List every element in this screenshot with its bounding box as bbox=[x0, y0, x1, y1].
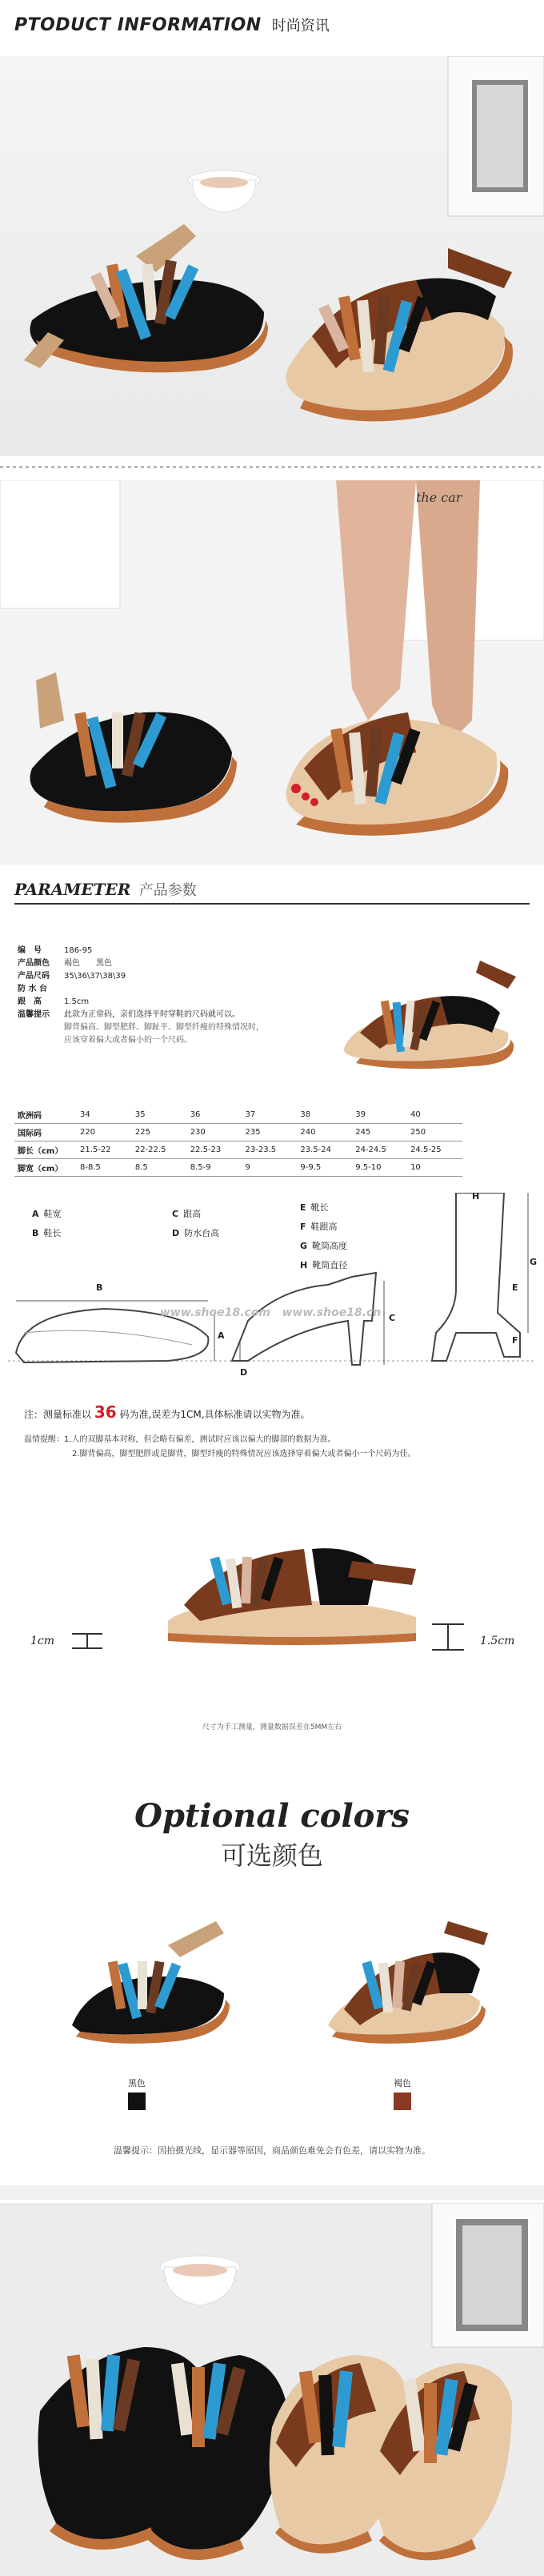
spec-note: 脚背偏高、脚型肥胖、脚趾平、脚型纤瘦的特殊情况时， bbox=[64, 1023, 264, 1032]
legend-label: 跟高 bbox=[183, 1209, 202, 1219]
brown-sandal bbox=[286, 248, 514, 421]
table-cell: 39 bbox=[352, 1106, 407, 1124]
table-cell: 24.5-25 bbox=[407, 1142, 462, 1159]
table-cell: 23-23.5 bbox=[242, 1142, 298, 1159]
spec-row bbox=[18, 957, 264, 970]
measure-note-size: 36 bbox=[94, 1402, 117, 1422]
table-cell: 35 bbox=[132, 1106, 187, 1124]
heel-left-marker bbox=[72, 1633, 102, 1649]
table-cell: 40 bbox=[407, 1106, 462, 1124]
table-cell: 9.5-10 bbox=[352, 1159, 407, 1177]
photo-cursive-text: the car bbox=[416, 490, 462, 505]
table-cell: 9-9.5 bbox=[297, 1159, 352, 1177]
black-sandal bbox=[24, 224, 268, 372]
table-cell: 9 bbox=[242, 1159, 298, 1177]
product-photo-1 bbox=[0, 56, 544, 456]
table-cell: 37 bbox=[242, 1106, 298, 1124]
spec-value: 褐色 黑色 bbox=[64, 959, 112, 968]
product-photo-2 bbox=[0, 480, 544, 865]
heel-note: 尺寸为手工测量，测量数据误差在5MM左右 bbox=[202, 1723, 342, 1731]
parameter-title-en: PARAMETER bbox=[14, 880, 131, 899]
measure-note-prefix: 注：测量标准以 bbox=[24, 1409, 92, 1420]
legend-label: 靴筒直径 bbox=[312, 1260, 348, 1270]
table-row bbox=[14, 1106, 462, 1124]
parameter-underline bbox=[14, 903, 530, 905]
legend-label: 靴长 bbox=[310, 1202, 329, 1213]
black-pair bbox=[38, 2347, 289, 2560]
spec-key: 跟 高 bbox=[18, 997, 42, 1006]
table-cell: 8-8.5 bbox=[77, 1159, 132, 1177]
table-cell: 21.5-22 bbox=[77, 1142, 132, 1159]
table-cell: 8.5-9 bbox=[187, 1159, 242, 1177]
table-cell: 24-24.5 bbox=[352, 1142, 407, 1159]
spec-value: 35\36\37\38\39 bbox=[64, 972, 126, 981]
spec-key: 编 号 bbox=[18, 946, 42, 955]
table-row-label: 欧洲码 bbox=[14, 1106, 77, 1124]
table-row-label: 国际码 bbox=[14, 1124, 77, 1142]
legend-letter: E bbox=[300, 1202, 306, 1213]
table-cell: 34 bbox=[77, 1106, 132, 1124]
table-cell: 230 bbox=[187, 1124, 242, 1142]
spec-value: 此款为正常码，亲们选择平时穿鞋的尺码就可以。 bbox=[64, 1010, 240, 1019]
diagram-watermark: www.shoe18.com www.shoe18.cn bbox=[160, 1306, 382, 1319]
parameter-title-cn: 产品参数 bbox=[138, 882, 197, 899]
table-row-label: 脚宽（cm） bbox=[14, 1159, 77, 1177]
spec-key: 温馨提示 bbox=[18, 1010, 50, 1019]
spec-value: 186-95 bbox=[64, 946, 93, 955]
legend-letter: B bbox=[32, 1228, 39, 1238]
tips-label: 温情提醒： bbox=[24, 1435, 64, 1444]
brown-pair bbox=[270, 2355, 512, 2560]
table-cell: 38 bbox=[297, 1106, 352, 1124]
header-title-cn: 时尚资讯 bbox=[271, 18, 330, 34]
parameter-title bbox=[14, 879, 197, 900]
heel-right-label: 1.5cm bbox=[480, 1635, 515, 1647]
measure-note-suffix: 码为准,误差为1CM,具体标准请以实物为准。 bbox=[119, 1409, 310, 1420]
table-row-label: 脚长（cm） bbox=[14, 1142, 77, 1159]
spec-row bbox=[18, 983, 264, 996]
optional-title-en: Optional colors bbox=[134, 1797, 410, 1835]
section-divider-strip bbox=[0, 2185, 544, 2200]
diagram-letter-h: H bbox=[472, 1191, 480, 1202]
tips-line: 1.人的双脚基本对称，但会略有偏差，测试时应该以偏大的脚部的数据为准。 bbox=[64, 1435, 336, 1444]
spec-row bbox=[18, 996, 264, 1009]
diagram-letter-a: A bbox=[218, 1330, 225, 1341]
table-cell: 225 bbox=[132, 1124, 187, 1142]
spec-sandal-image bbox=[336, 945, 528, 1073]
tips-line: 2.脚背偏高，脚型肥胖或是脚背，脚型纤瘦的特殊情况应该选择穿着偏大或者偏小一个尺码为佳。 bbox=[72, 1450, 416, 1459]
black-option-drawing bbox=[64, 1905, 240, 2049]
spec-key: 产品颜色 bbox=[18, 959, 50, 968]
measure-note bbox=[24, 1402, 310, 1422]
tips bbox=[24, 1433, 416, 1462]
table-cell: 240 bbox=[297, 1124, 352, 1142]
table-cell: 23.5-24 bbox=[297, 1142, 352, 1159]
table-cell: 220 bbox=[77, 1124, 132, 1142]
legend-label: 防水台高 bbox=[184, 1228, 220, 1238]
spec-row bbox=[18, 945, 264, 957]
spec-note: 应该穿着偏大或者偏小的一个尺码。 bbox=[64, 1036, 192, 1045]
table-cell: 245 bbox=[352, 1124, 407, 1142]
heel-sandal-drawing bbox=[152, 1541, 424, 1653]
measurement-diagram-drawing bbox=[8, 1193, 536, 1393]
optional-title-cn: 可选颜色 bbox=[220, 1840, 323, 1871]
spec-key: 产品尺码 bbox=[18, 972, 50, 981]
table-cell: 22-22.5 bbox=[132, 1142, 187, 1159]
product-photo-2-drawing bbox=[0, 480, 544, 865]
divider bbox=[0, 466, 544, 468]
legend-letter: H bbox=[300, 1260, 308, 1270]
diagram-letter-c: C bbox=[389, 1313, 396, 1323]
size-table bbox=[14, 1106, 462, 1177]
header-title-en: PTODUCT INFORMATION bbox=[14, 15, 262, 35]
brown-sandal-worn bbox=[286, 712, 509, 836]
table-row bbox=[14, 1159, 462, 1177]
product-photo-3-drawing bbox=[0, 2203, 544, 2576]
table-row bbox=[14, 1142, 462, 1159]
measurement-diagram bbox=[8, 1193, 536, 1393]
swatch-black[interactable] bbox=[128, 2092, 146, 2110]
legend-letter: A bbox=[32, 1209, 39, 1219]
legend-label: 鞋宽 bbox=[43, 1209, 62, 1219]
diagram-letter-g: G bbox=[530, 1257, 538, 1267]
swatch-label-brown: 褐色 bbox=[394, 2078, 411, 2088]
table-row bbox=[14, 1124, 462, 1142]
legend-label: 鞋跟高 bbox=[310, 1222, 338, 1232]
swatch-brown[interactable] bbox=[394, 2092, 411, 2110]
table-cell: 10 bbox=[407, 1159, 462, 1177]
legend-letter: D bbox=[172, 1228, 180, 1238]
table-cell: 235 bbox=[242, 1124, 298, 1142]
legend-letter: G bbox=[300, 1241, 308, 1251]
black-sandal-angled bbox=[30, 672, 238, 823]
heel-right-marker bbox=[432, 1623, 464, 1651]
heel-left-label: 1cm bbox=[30, 1635, 55, 1647]
heel-height-image bbox=[152, 1541, 424, 1653]
legend-letter: F bbox=[300, 1222, 306, 1232]
table-cell: 36 bbox=[187, 1106, 242, 1124]
section-header bbox=[14, 14, 330, 35]
spec-list bbox=[18, 945, 264, 1047]
table-cell: 22.5-23 bbox=[187, 1142, 242, 1159]
brown-option-drawing bbox=[320, 1905, 496, 2049]
table-cell: 8.5 bbox=[132, 1159, 187, 1177]
black-option-image bbox=[64, 1905, 240, 2049]
diagram-letter-d: D bbox=[240, 1367, 248, 1378]
product-photo-3 bbox=[0, 2203, 544, 2576]
legend-label: 鞋长 bbox=[43, 1228, 62, 1238]
spec-key: 防 水 台 bbox=[18, 985, 47, 993]
spec-sandal-drawing bbox=[336, 945, 528, 1073]
table-cell: 250 bbox=[407, 1124, 462, 1142]
product-photo-1-drawing bbox=[0, 56, 544, 456]
diagram-letter-f: F bbox=[512, 1335, 518, 1346]
swatch-label-black: 黑色 bbox=[128, 2078, 146, 2088]
color-disclaimer: 温馨提示：因拍摄光线，显示器等原因，商品颜色难免会有色差，请以实物为准。 bbox=[114, 2145, 430, 2156]
diagram-letter-b: B bbox=[96, 1282, 103, 1293]
diagram-letter-e: E bbox=[512, 1282, 518, 1293]
legend-letter: C bbox=[172, 1209, 179, 1219]
spec-row bbox=[18, 1009, 264, 1021]
spec-row bbox=[18, 970, 264, 983]
spec-value: 1.5cm bbox=[64, 997, 90, 1006]
brown-option-image bbox=[320, 1905, 496, 2049]
legend-label: 靴筒高度 bbox=[312, 1241, 348, 1251]
